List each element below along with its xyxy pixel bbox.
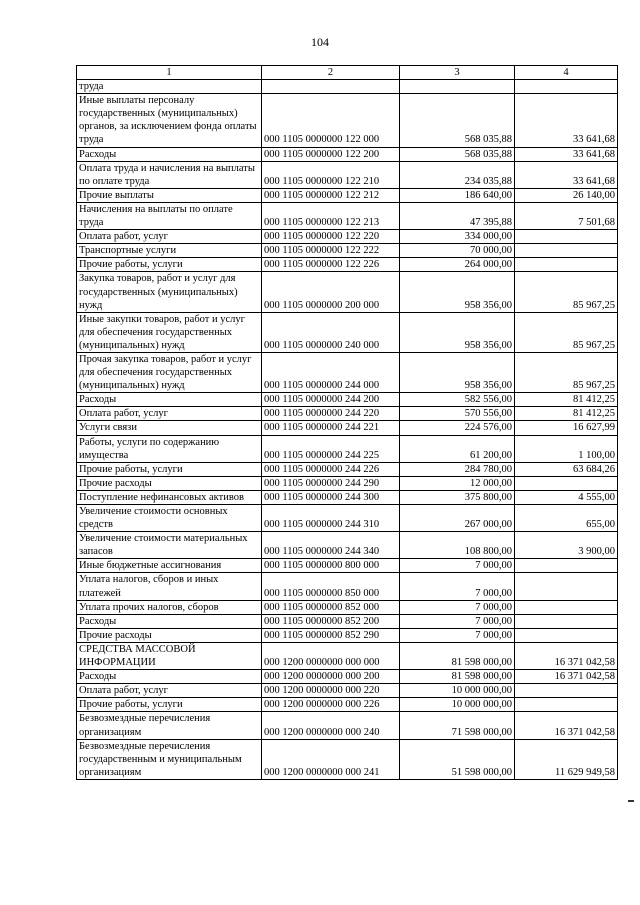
row-code-cell: 000 1105 0000000 244 340 bbox=[262, 532, 400, 559]
row-amount-4-cell bbox=[515, 628, 618, 642]
row-amount-4-cell: 11 629 949,58 bbox=[515, 739, 618, 779]
row-name-cell: Оплата работ, услуг bbox=[77, 684, 262, 698]
row-code-cell: 000 1105 0000000 244 221 bbox=[262, 421, 400, 435]
row-name-cell: Уплата прочих налогов, сборов bbox=[77, 600, 262, 614]
row-amount-3-cell: 7 000,00 bbox=[400, 573, 515, 600]
row-amount-4-cell: 16 371 042,58 bbox=[515, 712, 618, 739]
budget-table bbox=[76, 65, 618, 780]
table-row bbox=[77, 272, 618, 312]
row-amount-3-cell: 47 395,88 bbox=[400, 202, 515, 229]
row-amount-3-cell: 61 200,00 bbox=[400, 435, 515, 462]
row-code-cell: 000 1200 0000000 000 241 bbox=[262, 739, 400, 779]
row-amount-4-cell: 81 412,25 bbox=[515, 393, 618, 407]
row-amount-4-cell: 7 501,68 bbox=[515, 202, 618, 229]
table-row bbox=[77, 258, 618, 272]
row-amount-4-cell: 16 371 042,58 bbox=[515, 670, 618, 684]
header-row bbox=[77, 66, 618, 80]
row-amount-3-cell: 10 000 000,00 bbox=[400, 684, 515, 698]
row-amount-3-cell: 7 000,00 bbox=[400, 628, 515, 642]
row-name-cell: Начисления на выплаты по оплате труда bbox=[77, 202, 262, 229]
row-code-cell: 000 1200 0000000 000 220 bbox=[262, 684, 400, 698]
row-amount-4-cell: 85 967,25 bbox=[515, 312, 618, 352]
row-amount-3-cell: 10 000 000,00 bbox=[400, 698, 515, 712]
table-row bbox=[77, 147, 618, 161]
row-code-cell: 000 1200 0000000 000 226 bbox=[262, 698, 400, 712]
row-amount-4-cell bbox=[515, 684, 618, 698]
row-amount-3-cell: 958 356,00 bbox=[400, 352, 515, 392]
row-amount-4-cell: 3 900,00 bbox=[515, 532, 618, 559]
table-row bbox=[77, 628, 618, 642]
table-row bbox=[77, 80, 618, 94]
row-name-cell: Поступление нефинансовых активов bbox=[77, 490, 262, 504]
row-amount-4-cell bbox=[515, 476, 618, 490]
table-row bbox=[77, 244, 618, 258]
table-row bbox=[77, 642, 618, 669]
row-amount-4-cell bbox=[515, 244, 618, 258]
row-code-cell: 000 1200 0000000 000 200 bbox=[262, 670, 400, 684]
row-code-cell: 000 1105 0000000 244 200 bbox=[262, 393, 400, 407]
row-amount-4-cell: 63 684,26 bbox=[515, 462, 618, 476]
row-code-cell: 000 1105 0000000 122 210 bbox=[262, 161, 400, 188]
row-amount-3-cell: 234 035,88 bbox=[400, 161, 515, 188]
row-code-cell: 000 1105 0000000 244 300 bbox=[262, 490, 400, 504]
page-number: 104 bbox=[311, 35, 329, 49]
table-row bbox=[77, 312, 618, 352]
table-row bbox=[77, 600, 618, 614]
row-amount-4-cell bbox=[515, 600, 618, 614]
row-amount-3-cell: 958 356,00 bbox=[400, 272, 515, 312]
row-amount-3-cell: 7 000,00 bbox=[400, 614, 515, 628]
row-code-cell: 000 1105 0000000 122 212 bbox=[262, 188, 400, 202]
row-name-cell: Иные выплаты персоналу государственных (муниципальных) органов, за исключением фонда оплаты труда bbox=[77, 94, 262, 147]
row-amount-4-cell bbox=[515, 614, 618, 628]
row-code-cell: 000 1105 0000000 200 000 bbox=[262, 272, 400, 312]
table-row bbox=[77, 435, 618, 462]
table-row bbox=[77, 684, 618, 698]
row-amount-4-cell bbox=[515, 258, 618, 272]
row-code-cell: 000 1105 0000000 244 000 bbox=[262, 352, 400, 392]
row-name-cell: Расходы bbox=[77, 393, 262, 407]
table-row bbox=[77, 573, 618, 600]
row-amount-4-cell bbox=[515, 80, 618, 94]
row-name-cell: Расходы bbox=[77, 614, 262, 628]
row-amount-3-cell bbox=[400, 80, 515, 94]
row-code-cell: 000 1105 0000000 122 213 bbox=[262, 202, 400, 229]
row-amount-4-cell: 33 641,68 bbox=[515, 161, 618, 188]
table-row bbox=[77, 352, 618, 392]
row-name-cell: Иные бюджетные ассигнования bbox=[77, 559, 262, 573]
table-row bbox=[77, 407, 618, 421]
row-code-cell: 000 1105 0000000 122 220 bbox=[262, 230, 400, 244]
table-row bbox=[77, 505, 618, 532]
row-code-cell: 000 1105 0000000 122 200 bbox=[262, 147, 400, 161]
row-code-cell bbox=[262, 80, 400, 94]
row-name-cell: Увеличение стоимости материальных запасов bbox=[77, 532, 262, 559]
row-code-cell: 000 1105 0000000 852 000 bbox=[262, 600, 400, 614]
table-row bbox=[77, 230, 618, 244]
row-amount-3-cell: 570 556,00 bbox=[400, 407, 515, 421]
row-code-cell: 000 1105 0000000 122 226 bbox=[262, 258, 400, 272]
table-row bbox=[77, 712, 618, 739]
table-row bbox=[77, 490, 618, 504]
row-code-cell: 000 1105 0000000 244 225 bbox=[262, 435, 400, 462]
row-code-cell: 000 1105 0000000 244 290 bbox=[262, 476, 400, 490]
row-name-cell: Оплата труда и начисления на выплаты по оплате труда bbox=[77, 161, 262, 188]
row-code-cell: 000 1105 0000000 122 000 bbox=[262, 94, 400, 147]
row-name-cell: Расходы bbox=[77, 670, 262, 684]
row-amount-3-cell: 568 035,88 bbox=[400, 94, 515, 147]
row-name-cell: Уплата налогов, сборов и иных платежей bbox=[77, 573, 262, 600]
row-amount-4-cell: 4 555,00 bbox=[515, 490, 618, 504]
row-amount-3-cell: 568 035,88 bbox=[400, 147, 515, 161]
row-name-cell: Прочие выплаты bbox=[77, 188, 262, 202]
table-row bbox=[77, 614, 618, 628]
row-amount-4-cell bbox=[515, 698, 618, 712]
row-amount-4-cell: 81 412,25 bbox=[515, 407, 618, 421]
row-name-cell: Безвозмездные перечисления организациям bbox=[77, 712, 262, 739]
table-row bbox=[77, 161, 618, 188]
row-amount-4-cell: 26 140,00 bbox=[515, 188, 618, 202]
table-header bbox=[77, 66, 618, 80]
row-code-cell: 000 1105 0000000 850 000 bbox=[262, 573, 400, 600]
row-amount-4-cell: 655,00 bbox=[515, 505, 618, 532]
table-row bbox=[77, 670, 618, 684]
header-col-3: 3 bbox=[400, 66, 515, 80]
row-amount-3-cell: 81 598 000,00 bbox=[400, 670, 515, 684]
row-code-cell: 000 1105 0000000 244 220 bbox=[262, 407, 400, 421]
row-code-cell: 000 1105 0000000 244 226 bbox=[262, 462, 400, 476]
header-col-4: 4 bbox=[515, 66, 618, 80]
row-amount-3-cell: 70 000,00 bbox=[400, 244, 515, 258]
row-amount-3-cell: 81 598 000,00 bbox=[400, 642, 515, 669]
table-row bbox=[77, 462, 618, 476]
row-name-cell: СРЕДСТВА МАССОВОЙ ИНФОРМАЦИИ bbox=[77, 642, 262, 669]
row-amount-4-cell: 16 627,99 bbox=[515, 421, 618, 435]
row-code-cell: 000 1105 0000000 244 310 bbox=[262, 505, 400, 532]
row-amount-4-cell: 33 641,68 bbox=[515, 94, 618, 147]
table-row bbox=[77, 393, 618, 407]
row-amount-3-cell: 284 780,00 bbox=[400, 462, 515, 476]
table-row bbox=[77, 188, 618, 202]
row-amount-3-cell: 7 000,00 bbox=[400, 600, 515, 614]
row-amount-4-cell bbox=[515, 230, 618, 244]
row-code-cell: 000 1105 0000000 852 200 bbox=[262, 614, 400, 628]
row-name-cell: Прочие работы, услуги bbox=[77, 462, 262, 476]
row-amount-3-cell: 582 556,00 bbox=[400, 393, 515, 407]
row-name-cell: Прочие расходы bbox=[77, 476, 262, 490]
row-name-cell: Работы, услуги по содержанию имущества bbox=[77, 435, 262, 462]
table-row bbox=[77, 739, 618, 779]
table-body bbox=[77, 80, 618, 780]
row-amount-4-cell bbox=[515, 559, 618, 573]
table-row bbox=[77, 202, 618, 229]
header-col-1: 1 bbox=[77, 66, 262, 80]
header-col-2: 2 bbox=[262, 66, 400, 80]
table-row bbox=[77, 421, 618, 435]
row-amount-4-cell: 1 100,00 bbox=[515, 435, 618, 462]
row-name-cell: Расходы bbox=[77, 147, 262, 161]
row-code-cell: 000 1200 0000000 000 000 bbox=[262, 642, 400, 669]
row-amount-4-cell: 85 967,25 bbox=[515, 272, 618, 312]
row-amount-3-cell: 375 800,00 bbox=[400, 490, 515, 504]
row-amount-3-cell: 267 000,00 bbox=[400, 505, 515, 532]
row-amount-4-cell: 16 371 042,58 bbox=[515, 642, 618, 669]
row-amount-4-cell bbox=[515, 573, 618, 600]
row-code-cell: 000 1200 0000000 000 240 bbox=[262, 712, 400, 739]
row-amount-3-cell: 334 000,00 bbox=[400, 230, 515, 244]
table-row bbox=[77, 698, 618, 712]
margin-mark bbox=[628, 800, 634, 802]
table-row bbox=[77, 532, 618, 559]
row-amount-3-cell: 7 000,00 bbox=[400, 559, 515, 573]
row-amount-3-cell: 958 356,00 bbox=[400, 312, 515, 352]
row-amount-3-cell: 51 598 000,00 bbox=[400, 739, 515, 779]
row-amount-4-cell: 85 967,25 bbox=[515, 352, 618, 392]
row-name-cell: Оплата работ, услуг bbox=[77, 230, 262, 244]
row-amount-3-cell: 224 576,00 bbox=[400, 421, 515, 435]
row-name-cell: Прочие работы, услуги bbox=[77, 698, 262, 712]
row-name-cell: Безвозмездные перечисления государственным и муниципальным организациям bbox=[77, 739, 262, 779]
row-code-cell: 000 1105 0000000 240 000 bbox=[262, 312, 400, 352]
table-row bbox=[77, 559, 618, 573]
row-code-cell: 000 1105 0000000 852 290 bbox=[262, 628, 400, 642]
row-name-cell: Прочие расходы bbox=[77, 628, 262, 642]
row-amount-3-cell: 264 000,00 bbox=[400, 258, 515, 272]
row-amount-3-cell: 108 800,00 bbox=[400, 532, 515, 559]
row-amount-4-cell: 33 641,68 bbox=[515, 147, 618, 161]
table-row bbox=[77, 476, 618, 490]
row-name-cell: Увеличение стоимости основных средств bbox=[77, 505, 262, 532]
row-name-cell: труда bbox=[77, 80, 262, 94]
row-amount-3-cell: 12 000,00 bbox=[400, 476, 515, 490]
row-name-cell: Закупка товаров, работ и услуг для государственных (муниципальных) нужд bbox=[77, 272, 262, 312]
row-name-cell: Транспортные услуги bbox=[77, 244, 262, 258]
row-name-cell: Прочая закупка товаров, работ и услуг для обеспечения государственных (муниципальных) нужд bbox=[77, 352, 262, 392]
row-amount-3-cell: 186 640,00 bbox=[400, 188, 515, 202]
row-code-cell: 000 1105 0000000 122 222 bbox=[262, 244, 400, 258]
row-name-cell: Прочие работы, услуги bbox=[77, 258, 262, 272]
row-name-cell: Оплата работ, услуг bbox=[77, 407, 262, 421]
row-name-cell: Услуги связи bbox=[77, 421, 262, 435]
table-row bbox=[77, 94, 618, 147]
row-name-cell: Иные закупки товаров, работ и услуг для обеспечения государственных (муниципальных) нужд bbox=[77, 312, 262, 352]
row-code-cell: 000 1105 0000000 800 000 bbox=[262, 559, 400, 573]
row-amount-3-cell: 71 598 000,00 bbox=[400, 712, 515, 739]
